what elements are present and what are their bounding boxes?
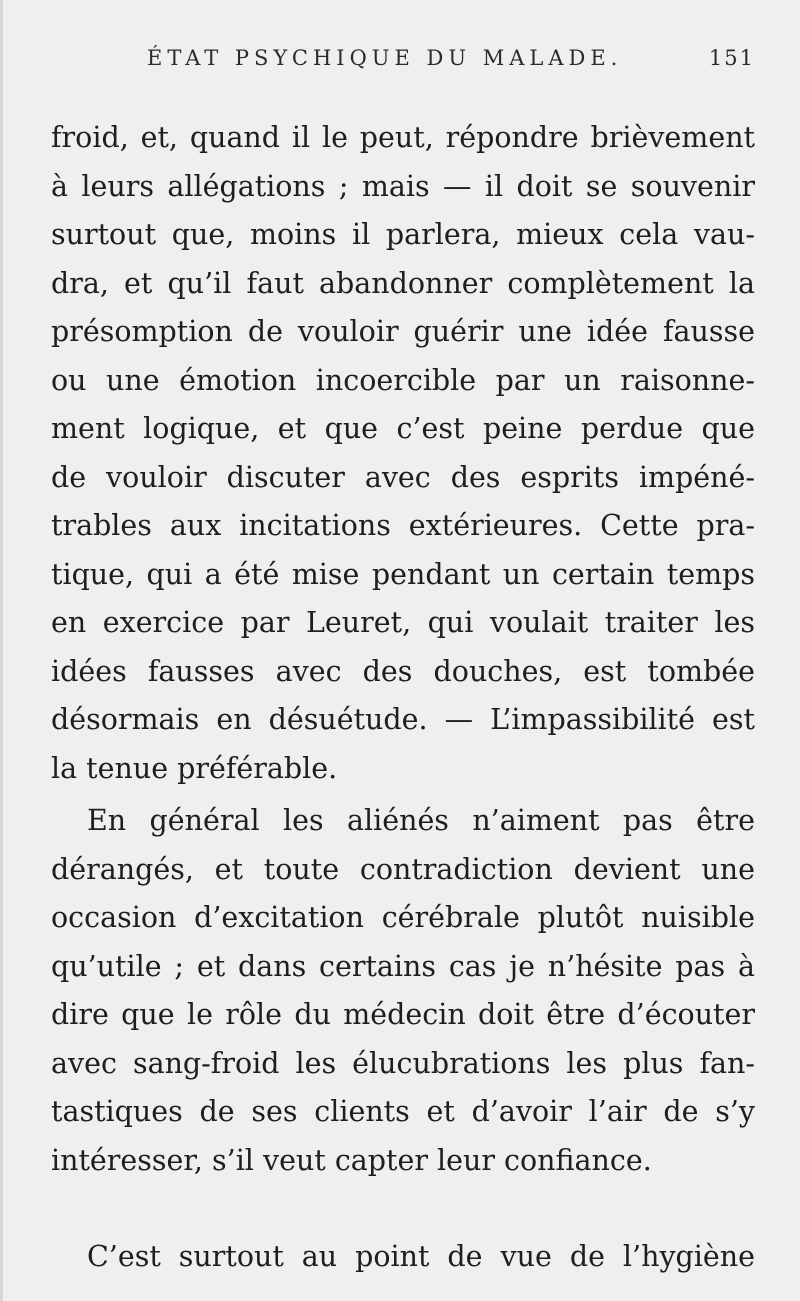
section-gap xyxy=(51,1185,755,1233)
text-line: la tenue préférable. xyxy=(51,751,338,785)
text-line: dra, et qu’il faut abandonner complètement la xyxy=(51,266,755,300)
running-head xyxy=(51,46,755,80)
text-line: trables aux incitations extérieures. Cette pra- xyxy=(51,509,755,542)
body-text xyxy=(51,114,755,1282)
text-line: surtout que, moins il parlera, mieux cela vau- xyxy=(51,218,755,251)
text-line: ment logique, et que c’est peine perdue que xyxy=(51,412,755,445)
text-line: En général les aliénés n’aiment pas être xyxy=(87,804,755,837)
text-line: tique, qui a été mise pendant un certain temps xyxy=(51,557,755,591)
text-line: avec sang-froid les élucubrations les plus fan- xyxy=(51,1046,755,1080)
text-line: froid, et, quand il le peut, répondre brièvement xyxy=(51,121,755,154)
text-line: ou une émotion incoercible par un raisonne- xyxy=(51,363,755,397)
text-line: tastiques de ses clients et d’avoir l’air de s’y xyxy=(51,1095,755,1128)
text-line: de vouloir discuter avec des esprits impéné- xyxy=(51,460,755,494)
text-line: en exercice par Leuret, qui voulait traiter les xyxy=(51,606,755,639)
text-line: désormais en désuétude. — L’impassibilité est xyxy=(51,703,755,736)
text-line: C’est surtout au point de vue de l’hygiène xyxy=(87,1240,755,1273)
paragraph-3 xyxy=(51,1233,755,1282)
text-line: dire que le rôle du médecin doit être d’écouter xyxy=(51,998,755,1031)
text-line: dérangés, et toute contradiction devient une xyxy=(51,852,755,886)
running-title: ÉTAT PSYCHIQUE DU MALADE. xyxy=(147,46,623,70)
paragraph-2 xyxy=(51,797,755,1185)
text-line: occasion d’excitation cérébrale plutôt nuisible xyxy=(51,901,755,934)
page-number: 151 xyxy=(708,46,755,70)
text-line: présomption de vouloir guérir une idée fausse xyxy=(51,315,755,348)
text-line: à leurs allégations ; mais — il doit se souvenir xyxy=(51,169,755,203)
text-line: qu’utile ; et dans certains cas je n’hésite pas à xyxy=(51,949,755,983)
text-line: intéresser, s’il veut capter leur confiance. xyxy=(51,1143,652,1177)
paragraph-1 xyxy=(51,114,755,793)
text-line: idées fausses avec des douches, est tombée xyxy=(51,654,755,688)
